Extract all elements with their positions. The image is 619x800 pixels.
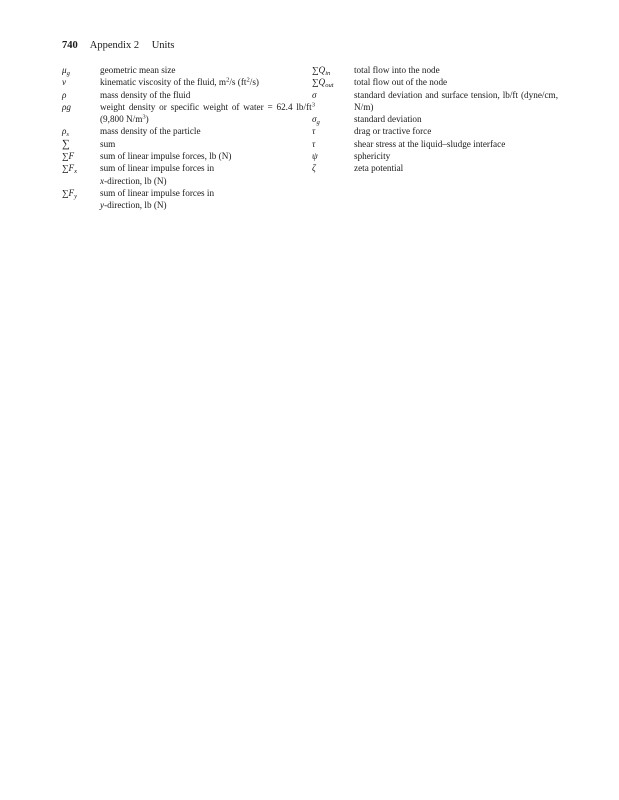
symbol: ν bbox=[62, 77, 67, 88]
definition: sum of linear impulse forces in x-direction, lb (N) bbox=[100, 163, 215, 186]
definition: mass density of the particle bbox=[100, 126, 201, 137]
definition: sum of linear impulse forces in y-direction, lb (N) bbox=[100, 187, 215, 211]
symbol-entry bbox=[312, 125, 558, 137]
symbol-entry bbox=[312, 150, 558, 162]
definition: sum bbox=[100, 138, 116, 149]
symbol-list-left bbox=[62, 64, 315, 212]
symbol-entry bbox=[312, 113, 558, 125]
page-number: 740 bbox=[62, 40, 78, 51]
symbol: ρg bbox=[62, 101, 72, 112]
definition: geometric mean size bbox=[100, 65, 176, 75]
symbol: $\sum Q_{in}$ bbox=[312, 65, 331, 77]
definition: standard deviation and surface tension, lb/ft (dyne/cm, N/m) bbox=[354, 89, 558, 112]
symbol: ∑F bbox=[62, 151, 75, 162]
symbol: $\sum F_x$ bbox=[62, 163, 78, 176]
definition: zeta potential bbox=[354, 163, 404, 174]
symbol-entry bbox=[312, 76, 558, 88]
symbol: ρ bbox=[62, 89, 67, 100]
definition: weight density or specific weight of water = 62.4 $lb/ft^3$ (9,800 $N/m^3$) bbox=[100, 101, 315, 125]
symbol-entry bbox=[62, 125, 315, 137]
symbol-entry bbox=[62, 64, 315, 76]
symbol-list-right bbox=[312, 64, 558, 175]
symbol: $\sum Q_{out}$ bbox=[312, 77, 334, 90]
symbol-entry bbox=[62, 138, 315, 150]
symbol: ∑ bbox=[62, 137, 70, 150]
symbol: σ bbox=[312, 89, 317, 100]
symbol-entry bbox=[62, 162, 315, 187]
definition: sphericity bbox=[354, 151, 391, 162]
definition: kinematic viscosity of the fluid, $m^2/s$ $(ft^2/s)$ bbox=[100, 76, 259, 88]
symbol-entry bbox=[62, 187, 315, 212]
header-section: Appendix 2 bbox=[89, 40, 140, 51]
symbol-entry bbox=[312, 138, 558, 150]
header-title: Units bbox=[151, 40, 175, 51]
running-header bbox=[62, 40, 174, 52]
definition: total flow out of the node bbox=[354, 77, 448, 88]
symbol-entry bbox=[62, 89, 315, 101]
symbol-entry bbox=[62, 101, 315, 126]
symbol-entry bbox=[312, 89, 558, 114]
definition: sum of linear impulse forces, lb (N) bbox=[100, 151, 232, 162]
symbol: $\mu_g$ bbox=[62, 65, 70, 77]
definition: drag or tractive force bbox=[354, 126, 432, 137]
symbol: $\sum F_y$ bbox=[62, 187, 78, 200]
symbol-entry bbox=[312, 64, 558, 76]
symbol: $\sigma_g$ bbox=[312, 114, 320, 127]
symbol-entry bbox=[312, 162, 558, 174]
symbol: τ bbox=[312, 138, 316, 149]
definition: standard deviation bbox=[354, 114, 422, 125]
symbol: τ bbox=[312, 126, 316, 137]
symbol: ψ bbox=[312, 151, 318, 162]
symbol-entry bbox=[62, 150, 315, 162]
definition: shear stress at the liquid–sludge interface bbox=[354, 138, 506, 149]
symbol-entry bbox=[62, 76, 315, 88]
symbol: $\rho_s$ bbox=[62, 126, 69, 139]
definition: mass density of the fluid bbox=[100, 89, 191, 100]
symbol: ζ bbox=[312, 163, 316, 174]
definition: total flow into the node bbox=[354, 65, 440, 75]
